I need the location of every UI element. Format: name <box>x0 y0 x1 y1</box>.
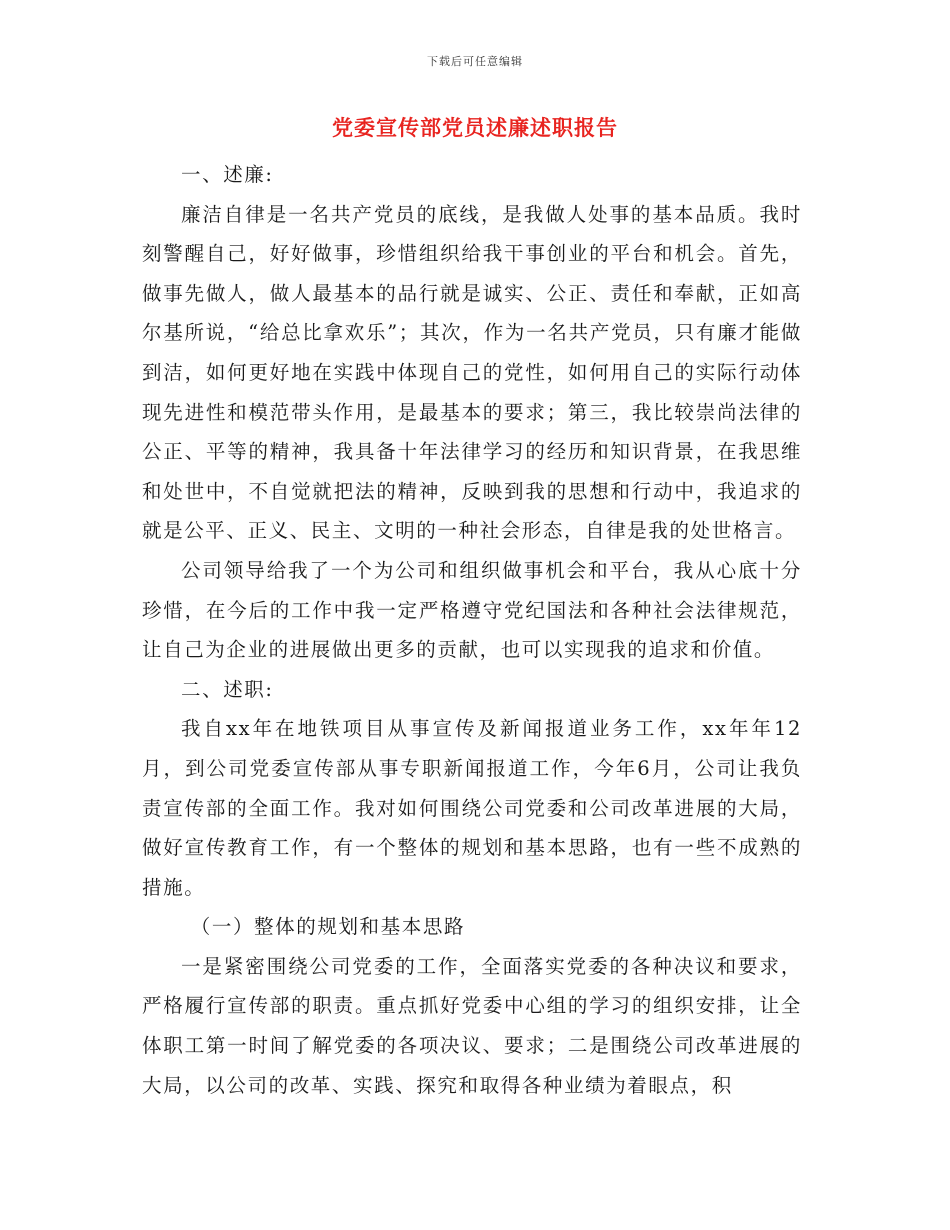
section-heading-shulian: 一、述廉: <box>181 163 274 186</box>
paragraph-commitment: 公司领导给我了一个为公司和组织做事机会和平台，我从心底十分珍惜，在今后的工作中我一定严格遵守党纪国法和各种社会法律规范，让自己为企业的进展做出更多的贡献，也可以实现我的追求和价值。 <box>142 558 802 662</box>
document-title: 党委宣传部党员述廉述职报告 <box>332 115 618 140</box>
paragraph-work-history: 我自xx年在地铁项目从事宣传及新闻报道业务工作，xx年年12月，到公司党委宣传部从事专职新闻报道工作，今年6月，公司让我负责宣传部的全面工作。我对如何围绕公司党委和公司改革进展的大局，做好宣传教育工作，有一个整体的规划和基本思路，也有一些不成熟的措施。 <box>142 717 802 899</box>
document-body <box>142 155 802 1105</box>
header-note: 下载后可任意编辑 <box>427 55 523 68</box>
paragraph-integrity: 廉洁自律是一名共产党员的底线，是我做人处事的基本品质。我时刻警醒自己，好好做事，珍惜组织给我干事创业的平台和机会。首先，做事先做人，做人最基本的品行就是诚实、公正、责任和奉献，正如高尔基所说，“给总比拿欢乐”；其次，作为一名共产党员，只有廉才能做到洁，如何更好地在实践中体现自己的党性，如何用自己的实际行动体现先进性和模范带头作用，是最基本的要求；第三，我比较崇尚法律的公正、平等的精神，我具备十年法律学习的经历和知识背景，在我思维和处世中，不自觉就把法的精神，反映到我的思想和行动中，我追求的就是公平、正义、民主、文明的一种社会形态，自律是我的处世格言。 <box>142 202 802 543</box>
section-heading-shuzhi: 二、述职: <box>181 677 274 701</box>
subsection-heading-plan: （一）整体的规划和基本思路 <box>190 915 466 939</box>
paragraph-plan-details: 一是紧密围绕公司党委的工作，全面落实党委的各种决议和要求，严格履行宣传部的职责。重点抓好党委中心组的学习的组织安排，让全体职工第一时间了解党委的各项决议、要求；二是围绕公司改革进展的大局，以公司的改革、实践、探究和取得各种业绩为着眼点，积 <box>142 954 802 1097</box>
